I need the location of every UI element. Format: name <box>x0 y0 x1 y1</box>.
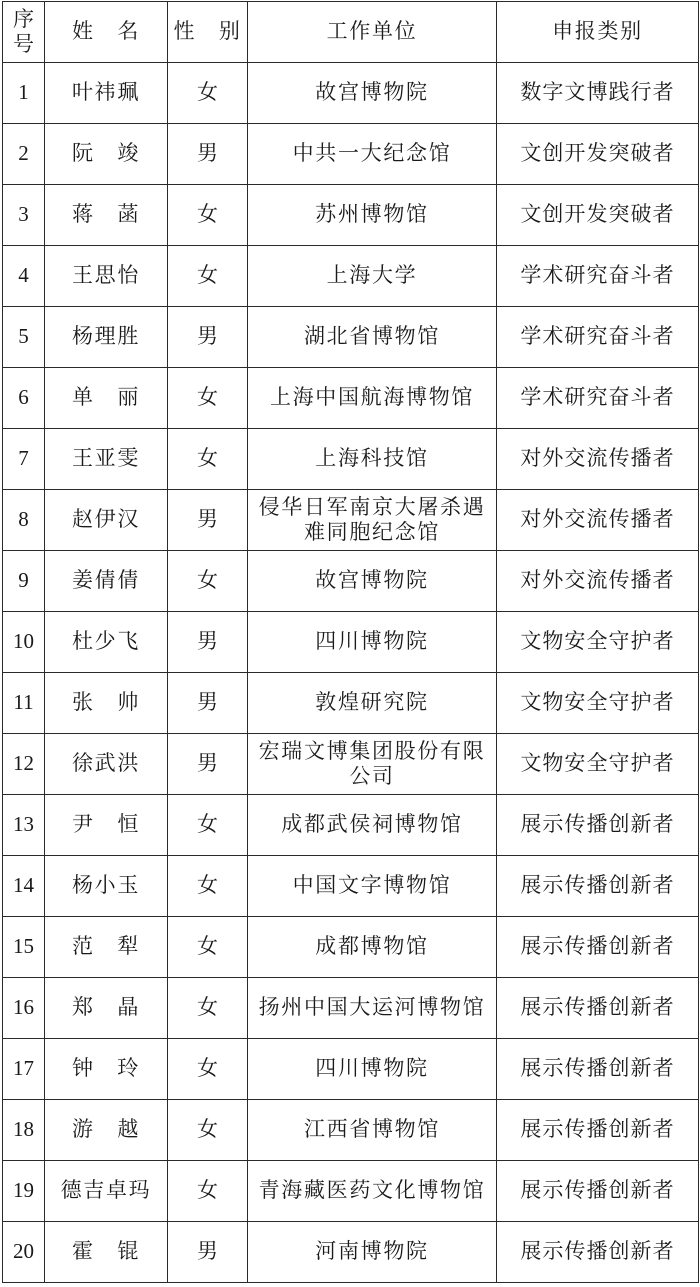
cell-unit: 苏州博物馆 <box>248 185 497 246</box>
cell-gender: 女 <box>168 917 248 978</box>
cell-gender: 女 <box>168 551 248 612</box>
cell-category: 对外交流传播者 <box>497 551 699 612</box>
header-name: 姓 名 <box>45 2 168 63</box>
cell-name: 蒋 菡 <box>45 185 168 246</box>
cell-name: 叶祎珮 <box>45 63 168 124</box>
cell-seq: 3 <box>3 185 45 246</box>
cell-seq: 10 <box>3 612 45 673</box>
cell-category: 学术研究奋斗者 <box>497 246 699 307</box>
cell-seq: 1 <box>3 63 45 124</box>
cell-name: 阮 竣 <box>45 124 168 185</box>
cell-name: 张 帅 <box>45 673 168 734</box>
cell-seq: 14 <box>3 856 45 917</box>
cell-category: 文物安全守护者 <box>497 673 699 734</box>
cell-category: 文创开发突破者 <box>497 185 699 246</box>
cell-seq: 2 <box>3 124 45 185</box>
cell-category: 学术研究奋斗者 <box>497 307 699 368</box>
cell-unit: 上海中国航海博物馆 <box>248 368 497 429</box>
cell-category: 文物安全守护者 <box>497 612 699 673</box>
cell-gender: 男 <box>168 490 248 551</box>
cell-gender: 女 <box>168 246 248 307</box>
cell-seq: 18 <box>3 1100 45 1161</box>
cell-unit: 上海大学 <box>248 246 497 307</box>
table-row <box>3 856 699 917</box>
header-gender: 性 别 <box>168 2 248 63</box>
table-row <box>3 368 699 429</box>
table-row <box>3 246 699 307</box>
cell-name: 尹 恒 <box>45 795 168 856</box>
cell-category: 学术研究奋斗者 <box>497 368 699 429</box>
cell-gender: 女 <box>168 429 248 490</box>
cell-name: 杨小玉 <box>45 856 168 917</box>
cell-seq: 9 <box>3 551 45 612</box>
table-row <box>3 1039 699 1100</box>
cell-seq: 13 <box>3 795 45 856</box>
cell-gender: 女 <box>168 1039 248 1100</box>
header-seq: 序号 <box>3 2 45 63</box>
cell-category: 展示传播创新者 <box>497 978 699 1039</box>
cell-name: 霍 锟 <box>45 1222 168 1283</box>
cell-seq: 17 <box>3 1039 45 1100</box>
cell-category: 展示传播创新者 <box>497 1222 699 1283</box>
cell-gender: 女 <box>168 795 248 856</box>
cell-unit: 中共一大纪念馆 <box>248 124 497 185</box>
cell-gender: 女 <box>168 1100 248 1161</box>
table-row <box>3 1100 699 1161</box>
cell-unit: 故宫博物院 <box>248 551 497 612</box>
table-row <box>3 612 699 673</box>
table-row <box>3 978 699 1039</box>
cell-gender: 男 <box>168 734 248 795</box>
cell-category: 对外交流传播者 <box>497 490 699 551</box>
table-row <box>3 673 699 734</box>
cell-gender: 女 <box>168 368 248 429</box>
cell-seq: 20 <box>3 1222 45 1283</box>
cell-gender: 女 <box>168 1161 248 1222</box>
cell-unit: 中国文字博物馆 <box>248 856 497 917</box>
cell-seq: 5 <box>3 307 45 368</box>
cell-category: 文创开发突破者 <box>497 124 699 185</box>
header-row <box>3 2 699 63</box>
cell-name: 姜倩倩 <box>45 551 168 612</box>
cell-name: 钟 玲 <box>45 1039 168 1100</box>
cell-seq: 15 <box>3 917 45 978</box>
cell-seq: 19 <box>3 1161 45 1222</box>
cell-category: 展示传播创新者 <box>497 1039 699 1100</box>
cell-unit: 河南博物院 <box>248 1222 497 1283</box>
cell-unit: 敦煌研究院 <box>248 673 497 734</box>
cell-gender: 男 <box>168 612 248 673</box>
cell-category: 展示传播创新者 <box>497 917 699 978</box>
cell-name: 王亚雯 <box>45 429 168 490</box>
cell-category: 展示传播创新者 <box>497 856 699 917</box>
table-row <box>3 734 699 795</box>
cell-seq: 8 <box>3 490 45 551</box>
cell-category: 展示传播创新者 <box>497 795 699 856</box>
cell-name: 王思怡 <box>45 246 168 307</box>
cell-category: 文物安全守护者 <box>497 734 699 795</box>
cell-unit: 四川博物院 <box>248 1039 497 1100</box>
cell-seq: 12 <box>3 734 45 795</box>
cell-category: 展示传播创新者 <box>497 1161 699 1222</box>
cell-name: 赵伊汉 <box>45 490 168 551</box>
table-row <box>3 124 699 185</box>
table-row <box>3 917 699 978</box>
cell-unit: 扬州中国大运河博物馆 <box>248 978 497 1039</box>
table-row <box>3 490 699 551</box>
table-row <box>3 1161 699 1222</box>
cell-name: 游 越 <box>45 1100 168 1161</box>
cell-seq: 4 <box>3 246 45 307</box>
table-row <box>3 185 699 246</box>
cell-category: 数字文博践行者 <box>497 63 699 124</box>
table-row <box>3 795 699 856</box>
roster-table <box>2 1 699 1283</box>
cell-unit: 江西省博物馆 <box>248 1100 497 1161</box>
cell-name: 徐武洪 <box>45 734 168 795</box>
cell-name: 杜少飞 <box>45 612 168 673</box>
table-row <box>3 429 699 490</box>
cell-name: 杨理胜 <box>45 307 168 368</box>
table-row <box>3 63 699 124</box>
header-unit: 工作单位 <box>248 2 497 63</box>
roster-body <box>3 63 699 1283</box>
cell-category: 对外交流传播者 <box>497 429 699 490</box>
cell-unit: 宏瑞文博集团股份有限公司 <box>248 734 497 795</box>
cell-gender: 男 <box>168 307 248 368</box>
cell-unit: 青海藏医药文化博物馆 <box>248 1161 497 1222</box>
cell-name: 郑 晶 <box>45 978 168 1039</box>
cell-gender: 男 <box>168 124 248 185</box>
cell-gender: 男 <box>168 1222 248 1283</box>
cell-unit: 四川博物院 <box>248 612 497 673</box>
cell-gender: 女 <box>168 185 248 246</box>
cell-gender: 男 <box>168 673 248 734</box>
cell-seq: 16 <box>3 978 45 1039</box>
cell-seq: 7 <box>3 429 45 490</box>
cell-unit: 成都博物馆 <box>248 917 497 978</box>
cell-name: 范 犁 <box>45 917 168 978</box>
cell-unit: 故宫博物院 <box>248 63 497 124</box>
cell-unit: 湖北省博物馆 <box>248 307 497 368</box>
cell-gender: 女 <box>168 978 248 1039</box>
table-row <box>3 551 699 612</box>
table-row <box>3 307 699 368</box>
cell-seq: 6 <box>3 368 45 429</box>
cell-seq: 11 <box>3 673 45 734</box>
cell-name: 单 丽 <box>45 368 168 429</box>
cell-unit: 成都武侯祠博物馆 <box>248 795 497 856</box>
cell-gender: 女 <box>168 63 248 124</box>
cell-name: 德吉卓玛 <box>45 1161 168 1222</box>
cell-category: 展示传播创新者 <box>497 1100 699 1161</box>
cell-gender: 女 <box>168 856 248 917</box>
cell-unit: 上海科技馆 <box>248 429 497 490</box>
header-category: 申报类别 <box>497 2 699 63</box>
cell-unit: 侵华日军南京大屠杀遇难同胞纪念馆 <box>248 490 497 551</box>
table-row <box>3 1222 699 1283</box>
